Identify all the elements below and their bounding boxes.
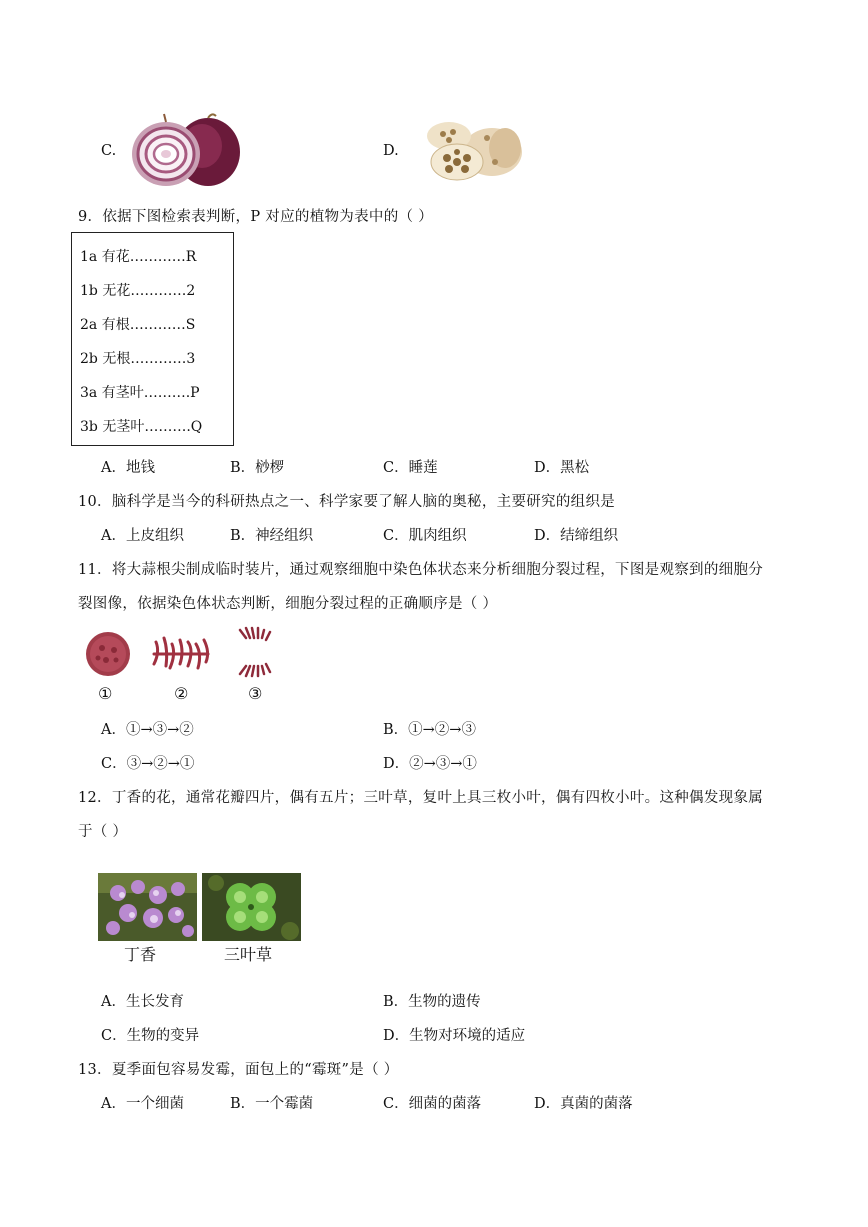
q12-option-b[interactable]: B．生物的遗传 [383, 994, 481, 1010]
clover-image [202, 873, 301, 941]
key-line-1a: 1a 有花…………R [80, 249, 197, 265]
q11-option-c[interactable]: C．③→②→① [101, 756, 195, 772]
q12-stem-line2: 于（ ） [78, 824, 128, 840]
q12-option-c[interactable]: C．生物的变异 [101, 1028, 200, 1044]
q9-stem: 9．依据下图检索表判断，P 对应的植物为表中的（ ） [78, 209, 433, 225]
q10-stem: 10．脑科学是当今的科研热点之一、科学家要了解人脑的奥秘，主要研究的组织是 [78, 494, 616, 510]
dichotomous-key-box [71, 232, 234, 446]
q13-option-c[interactable]: C．细菌的菌落 [383, 1096, 482, 1112]
q9-option-a[interactable]: A．地钱 [101, 460, 155, 476]
q10-option-a[interactable]: A．上皮组织 [101, 528, 184, 544]
key-line-1b: 1b 无花…………2 [80, 283, 196, 299]
option-c-label: C. [101, 143, 117, 159]
q11-option-b[interactable]: B．①→②→③ [383, 722, 476, 738]
q11-option-d[interactable]: D．②→③→① [383, 756, 477, 772]
cell-division-figure [84, 624, 284, 684]
key-line-3b: 3b 无茎叶……….Q [80, 419, 203, 435]
q13-stem: 13．夏季面包容易发霉，面包上的“霉斑”是（ ） [78, 1062, 399, 1078]
q12-stem-line1: 12．丁香的花，通常花瓣四片，偶有五片；三叶草，复叶上具三枚小叶，偶有四枚小叶。这种偶发现象属 [78, 790, 764, 806]
q9-option-d[interactable]: D．黑松 [534, 460, 590, 476]
key-line-2a: 2a 有根…………S [80, 317, 196, 333]
q13-option-b[interactable]: B．一个霉菌 [230, 1096, 314, 1112]
q13-option-a[interactable]: A．一个细菌 [101, 1096, 184, 1112]
q11-stem-line1: 11．将大蒜根尖制成临时装片，通过观察细胞中染色体状态来分析细胞分裂过程，下图是观察到的细胞分 [78, 562, 764, 578]
q10-option-b[interactable]: B．神经组织 [230, 528, 314, 544]
figure-label-1: ① [98, 684, 113, 703]
q11-stem-line2: 裂图像，依据染色体状态判断，细胞分裂过程的正确顺序是（ ） [78, 596, 498, 612]
red-onion-image [128, 112, 243, 188]
lotus-root-image [417, 118, 527, 182]
option-d-label: D. [383, 143, 399, 159]
q9-option-b[interactable]: B．桫椤 [230, 460, 285, 476]
q11-option-a[interactable]: A．①→③→② [101, 722, 194, 738]
lilac-caption: 丁香 [124, 945, 157, 964]
key-line-3a: 3a 有茎叶……….P [80, 385, 200, 401]
clover-caption: 三叶草 [224, 945, 273, 964]
q13-option-d[interactable]: D．真菌的菌落 [534, 1096, 633, 1112]
q9-option-c[interactable]: C．睡莲 [383, 460, 438, 476]
q10-option-c[interactable]: C．肌肉组织 [383, 528, 467, 544]
q10-option-d[interactable]: D．结缔组织 [534, 528, 619, 544]
key-line-2b: 2b 无根…………3 [80, 351, 196, 367]
figure-label-2: ② [174, 684, 189, 703]
q12-option-a[interactable]: A．生长发育 [101, 994, 184, 1010]
figure-label-3: ③ [248, 684, 263, 703]
q12-option-d[interactable]: D．生物对环境的适应 [383, 1028, 526, 1044]
lilac-image [98, 873, 197, 941]
